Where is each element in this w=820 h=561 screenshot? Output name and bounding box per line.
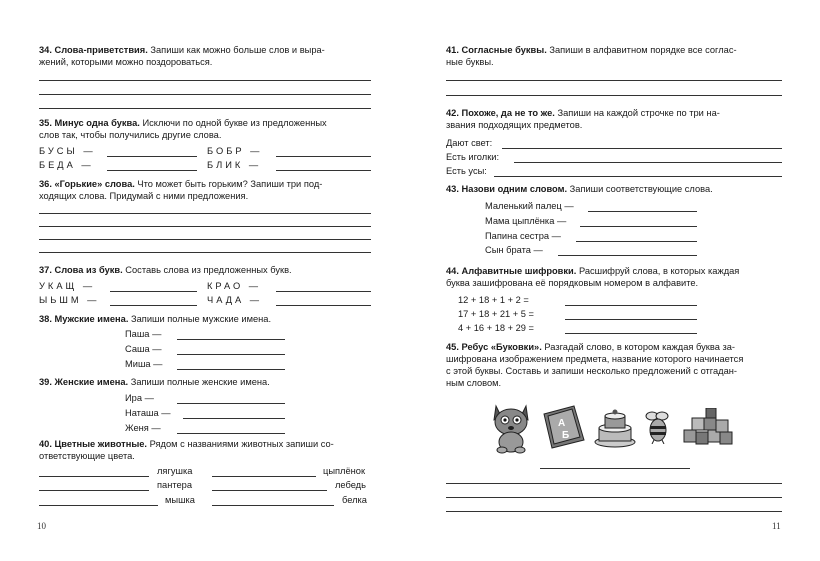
animal-squirrel: белка [342,495,367,505]
right-page: 41. Согласные буквы. Запиши в алфавитном порядке все соглас- ные буквы. 42. Похоже, да не то же. Запиши на каждой строчке по три на- звания подходящих предметов. Дают свет: Есть иголки: Есть усы: 43. Назови одним словом. Запиши соответствующие слова. Маленький палец — Мама цыплёнка — Папина сестра — Сын брата — 44. Алфавитные шифровки. Расшифруй слова, в которых каждая буква зашифрована её порядковым номером в алфавите. 12 + 18 + 1 + 2 = 17 + 18 + 21 + 5 = 4 + 16 + 18 + 29 = 45. Ребус «Буковки». Разгадай слово, в котором каждая буква за- шифрована изображением предмета, название которого начинается с этой буквы. Составь и запиши несколько предложений с отгадан- ным словом. А Б 11 [446,45,781,531]
answer-line[interactable] [177,339,285,340]
alphabet-book-picture [540,404,588,450]
answer-line[interactable] [446,511,782,512]
answer-line[interactable] [580,226,697,227]
answer-line[interactable] [565,333,697,334]
answer-line[interactable] [39,213,371,214]
answer-line[interactable] [494,176,782,177]
answer-line[interactable] [565,319,697,320]
bee-picture [642,410,674,444]
answer-line[interactable] [107,156,197,157]
answer-line[interactable] [446,497,782,498]
name-sasha: Саша — [125,344,162,354]
task-36: 36. «Горькие» слова. Что может быть горьким? Запиши три под- [39,179,323,189]
word-beda: БЕДА — [39,160,94,170]
answer-line[interactable] [177,354,285,355]
task-41: 41. Согласные буквы. Запиши в алфавитном порядке все соглас- [446,45,737,55]
animal-panther: пантера [157,480,193,490]
row-finger: Маленький палец — [485,201,574,211]
task-45: 45. Ребус «Буковки». Разгадай слово, в котором каждая буква за- [446,342,735,352]
task-38: 38. Мужские имена. Запиши полные мужские имена. [39,314,272,324]
name-zhenya: Женя — [125,423,161,433]
answer-line[interactable] [39,226,371,227]
answer-line[interactable] [177,433,285,434]
word-bobr: БОБР — [207,146,263,156]
answer-line[interactable] [39,252,371,253]
animal-mouse: мышка [165,495,195,505]
answer-line[interactable] [212,476,316,477]
answer-line[interactable] [110,291,197,292]
word-ysm: ЫЬШМ — [39,295,100,305]
name-pasha: Паша — [125,329,162,339]
name-natasha: Наташа — [125,408,171,418]
animal-swan: лебедь [335,480,366,490]
blocks-picture [682,408,738,448]
answer-line[interactable] [276,305,371,306]
cipher-3: 4 + 16 + 18 + 29 = [458,323,534,333]
page-number: 10 [37,521,46,531]
task-40: 40. Цветные животные. Рядом с названиями животных запиши со- [39,439,334,449]
answer-line[interactable] [183,418,285,419]
row-light: Дают свет: [446,138,493,148]
answer-line[interactable] [565,305,697,306]
answer-line[interactable] [212,490,327,491]
task-42: 42. Похоже, да не то же. Запиши на каждой строчке по три на- [446,108,720,118]
answer-line[interactable] [558,255,697,256]
answer-line[interactable] [446,95,782,96]
row-hen: Мама цыплёнка — [485,216,567,226]
answer-line[interactable] [514,162,782,163]
answer-line[interactable] [39,80,371,81]
word-krao: КРАО — [207,281,262,291]
answer-line[interactable] [276,291,371,292]
answer-line[interactable] [276,170,371,171]
answer-line[interactable] [276,156,371,157]
word-busy: БУСЫ — [39,146,96,156]
word-chada: ЧАДА — [207,295,263,305]
name-misha: Миша — [125,359,163,369]
task-35: 35. Минус одна буква. Исключи по одной букве из предложенных [39,118,327,128]
task-39: 39. Женские имена. Запиши полные женские имена. [39,377,270,387]
row-whiskers: Есть усы: [446,166,487,176]
answer-line[interactable] [576,241,697,242]
task-43: 43. Назови одним словом. Запиши соответствующие слова. [446,184,713,194]
answer-line[interactable] [177,403,285,404]
row-needles: Есть иголки: [446,152,500,162]
task-34: 34. Слова-приветствия. Запиши как можно больше слов и выра- [39,45,325,55]
word-blik: БЛИК — [207,160,262,170]
answer-line[interactable] [446,483,782,484]
answer-line[interactable] [110,305,197,306]
rebus-answer-line[interactable] [540,468,690,469]
left-page: 34. Слова-приветствия. Запиши как можно больше слов и выра- жений, которыми можно поздороваться. 35. Минус одна буква. Исключи по одной букве из предложенных слов так, чтобы получились другие слова. БУСЫ — БОБР — БЕДА — БЛИК — 36. «Горькие» слова. Что может быть горьким? Запиши три под- ходящих слова. Придумай с ними предложения. 37. Слова из букв. Составь слова из предложенных букв. УКАЩ — КРАО — ЫЬШМ — ЧАДА — 38. Мужские имена. Запиши полные мужские имена. Паша — Саша — Миша — 39. Женские имена. Запиши полные женские имена. Ира — Наташа — Женя — 40. Цветные животные. Рядом с названиями животных запиши со- ответствующие цвета. лягушка цыплёнок пантера лебедь мышка белка 10 [0,0,410,561]
word-ukash: УКАЩ — [39,281,96,291]
answer-line[interactable] [588,211,697,212]
answer-line[interactable] [502,148,782,149]
answer-line[interactable] [39,94,371,95]
cipher-1: 12 + 18 + 1 + 2 = [458,295,529,305]
animal-chick: цыплёнок [323,466,366,476]
row-aunt: Папина сестра — [485,231,561,241]
cat-picture [490,402,532,454]
answer-line[interactable] [212,505,334,506]
book-letter-b: Б [562,430,570,441]
task-44: 44. Алфавитные шифровки. Расшифруй слова, в которых каждая [446,266,740,276]
answer-line[interactable] [39,108,371,109]
cipher-2: 17 + 18 + 21 + 5 = [458,309,534,319]
page-number: 11 [772,521,781,531]
animal-frog: лягушка [157,466,193,476]
task-37: 37. Слова из букв. Составь слова из предложенных букв. [39,265,292,275]
answer-line[interactable] [107,170,197,171]
answer-line[interactable] [39,505,158,506]
book-letter-a: А [558,418,566,429]
answer-line[interactable] [39,490,149,491]
answer-line[interactable] [39,239,371,240]
answer-line[interactable] [177,369,285,370]
name-ira: Ира — [125,393,154,403]
cake-picture [594,408,636,448]
row-nephew: Сын брата — [485,245,543,255]
answer-line[interactable] [446,80,782,81]
answer-line[interactable] [39,476,149,477]
